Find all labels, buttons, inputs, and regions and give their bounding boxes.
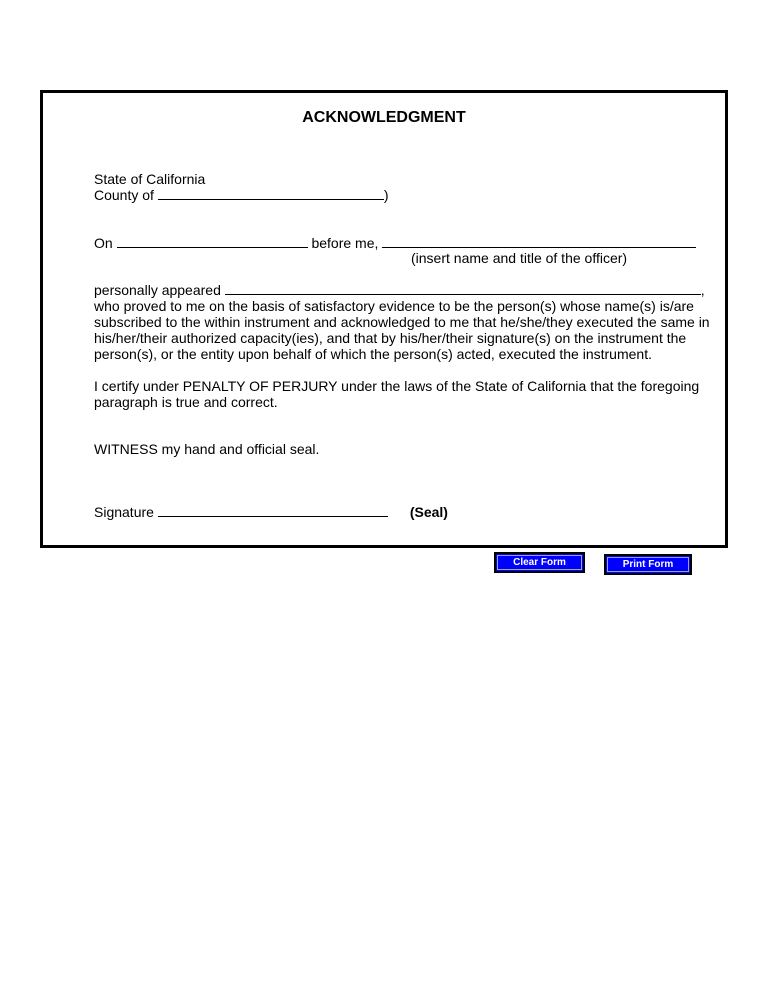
- county-field[interactable]: [158, 187, 384, 200]
- on-label: On: [94, 235, 113, 251]
- seal-label: (Seal): [409, 504, 448, 520]
- appeared-trail: ,: [700, 282, 705, 298]
- personally-appeared-label: personally appeared: [94, 282, 221, 298]
- state-line: State of California: [94, 171, 206, 187]
- signature-label: Signature: [94, 504, 154, 520]
- clear-form-button[interactable]: Clear Form: [494, 552, 585, 573]
- appeared-row: [94, 282, 705, 298]
- date-field[interactable]: [117, 235, 308, 248]
- county-label: County of: [94, 187, 154, 203]
- signature-field[interactable]: [158, 504, 388, 517]
- on-row: [94, 235, 696, 251]
- county-close: ): [383, 187, 389, 203]
- officer-caption: (insert name and title of the officer): [411, 250, 628, 266]
- county-row: [94, 187, 389, 203]
- witness-line: WITNESS my hand and official seal.: [94, 441, 320, 457]
- proof-paragraph: who proved to me on the basis of satisfactory evidence to be the person(s) whose name(s) is/are subscribed to the within instrument and acknowledged to me that he/she/they executed the same in his/her/their authorized capacity(ies), and that by his/her/their signature(s) on the instrument the person(s), or the entity upon behalf of which the person(s) acted, executed the instrument.: [94, 298, 710, 362]
- officer-field[interactable]: [382, 235, 696, 248]
- form-title: ACKNOWLEDGMENT: [302, 109, 466, 126]
- signature-row: [94, 504, 448, 520]
- acknowledgment-form: [40, 90, 728, 548]
- print-form-button[interactable]: Print Form: [604, 554, 692, 575]
- perjury-paragraph: I certify under PENALTY OF PERJURY under the laws of the State of California that the foregoing paragraph is true and correct.: [94, 378, 700, 410]
- appeared-field[interactable]: [225, 282, 701, 295]
- before-me-label: before me,: [311, 235, 379, 251]
